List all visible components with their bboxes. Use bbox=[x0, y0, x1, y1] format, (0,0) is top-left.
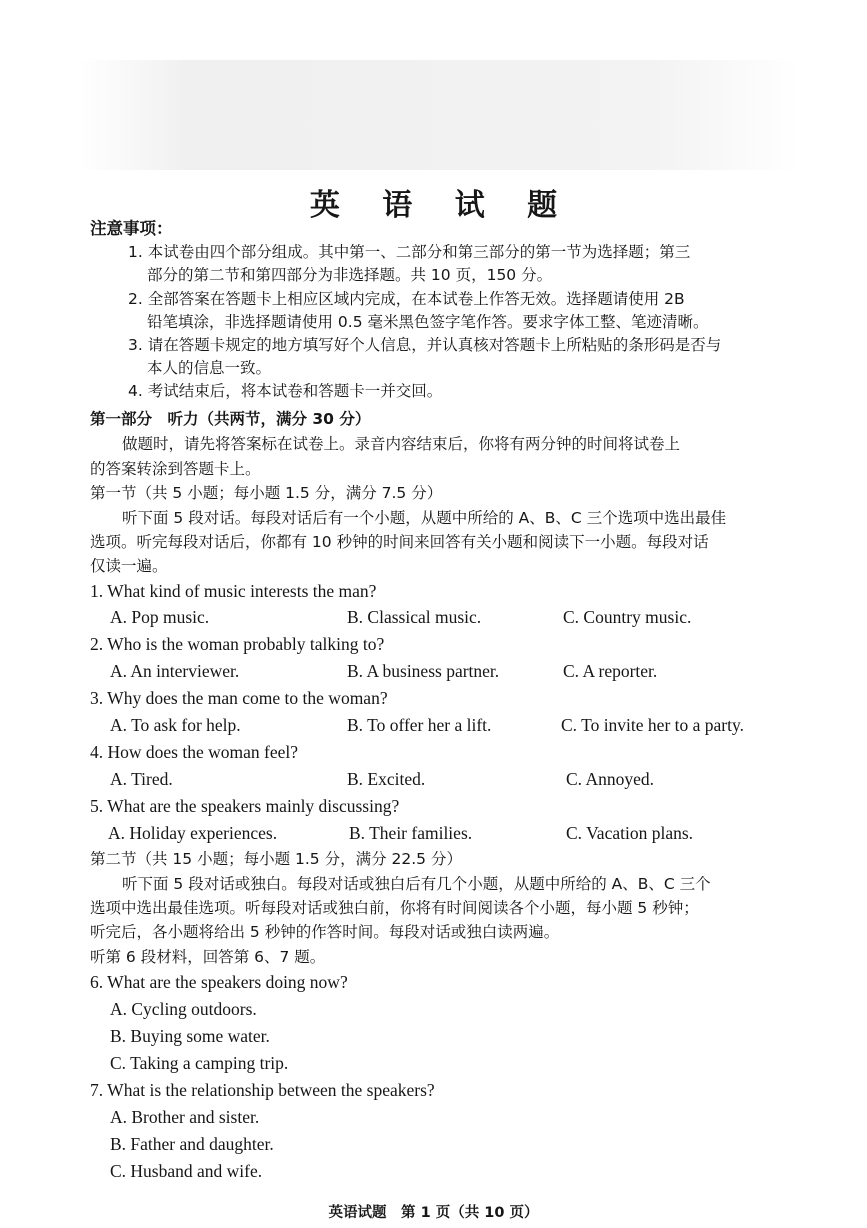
option-b: B. A business partner. bbox=[347, 661, 500, 681]
option-b: B. Father and daughter. bbox=[110, 1134, 274, 1154]
option-c: C. To invite her to a party. bbox=[561, 715, 744, 735]
section1-heading: 第一节（共 5 小题；每小题 1.5 分，满分 7.5 分） bbox=[90, 484, 443, 502]
notice-item: 4. 考试结束后，将本试卷和答题卡一并交回。 bbox=[128, 382, 443, 400]
option-a: A. Tired. bbox=[110, 769, 173, 789]
option-a: A. To ask for help. bbox=[110, 715, 241, 735]
section1-intro: 仅读一遍。 bbox=[90, 557, 168, 575]
section2-intro: 听完后，各小题将给出 5 秒钟的作答时间。每段对话或独白读两遍。 bbox=[90, 923, 560, 941]
option-c: C. Country music. bbox=[563, 607, 692, 627]
notice-item: 3. 请在答题卡规定的地方填写好个人信息，并认真核对答题卡上所粘贴的条形码是否与 bbox=[128, 336, 722, 354]
part1-heading: 第一部分 听力（共两节，满分 30 分） bbox=[90, 410, 371, 428]
option-a: A. An interviewer. bbox=[110, 661, 240, 681]
option-c: C. A reporter. bbox=[563, 661, 658, 681]
option-b: B. Classical music. bbox=[347, 607, 482, 627]
option-c: C. Taking a camping trip. bbox=[110, 1053, 289, 1073]
notice-heading: 注意事项： bbox=[90, 219, 173, 238]
option-c: C. Vacation plans. bbox=[566, 823, 694, 843]
option-a: A. Pop music. bbox=[110, 607, 210, 627]
question-5: 5. What are the speakers mainly discussing? bbox=[90, 796, 400, 816]
section1-intro: 选项。听完每段对话后，你都有 10 秒钟的时间来回答有关小题和阅读下一小题。每段对话 bbox=[90, 533, 709, 551]
section2-intro: 听下面 5 段对话或独白。每段对话或独白后有几个小题，从题中所给的 A、B、C 三个 bbox=[122, 875, 711, 893]
option-a: A. Cycling outdoors. bbox=[110, 999, 257, 1019]
notice-item: 部分的第二节和第四部分为非选择题。共 10 页，150 分。 bbox=[147, 266, 553, 284]
notice-item: 2. 全部答案在答题卡上相应区域内完成，在本试卷上作答无效。选择题请使用 2B bbox=[128, 290, 685, 308]
option-a: A. Brother and sister. bbox=[110, 1107, 260, 1127]
section2-intro: 选项中选出最佳选项。听每段对话或独白前，你将有时间阅读各个小题，每小题 5 秒钟； bbox=[90, 899, 699, 917]
part1-intro: 的答案转涂到答题卡上。 bbox=[90, 460, 261, 478]
scan-smudge bbox=[80, 60, 800, 170]
question-1: 1. What kind of music interests the man? bbox=[90, 581, 377, 601]
notice-item: 本人的信息一致。 bbox=[147, 359, 272, 377]
question-6: 6. What are the speakers doing now? bbox=[90, 972, 348, 992]
option-b: B. Excited. bbox=[347, 769, 426, 789]
material-note: 听第 6 段材料，回答第 6、7 题。 bbox=[90, 948, 326, 966]
question-3: 3. Why does the man come to the woman? bbox=[90, 688, 388, 708]
page-title: 英 语 试 题 bbox=[309, 188, 574, 223]
section1-intro: 听下面 5 段对话。每段对话后有一个小题，从题中所给的 A、B、C 三个选项中选出最佳 bbox=[122, 509, 727, 527]
option-b: B. Their families. bbox=[349, 823, 473, 843]
question-7: 7. What is the relationship between the speakers? bbox=[90, 1080, 435, 1100]
notice-item: 1. 本试卷由四个部分组成。其中第一、二部分和第三部分的第一节为选择题；第三 bbox=[128, 243, 691, 261]
part1-intro: 做题时，请先将答案标在试卷上。录音内容结束后，你将有两分钟的时间将试卷上 bbox=[122, 435, 681, 453]
option-c: C. Husband and wife. bbox=[110, 1161, 263, 1181]
option-b: B. To offer her a lift. bbox=[347, 715, 492, 735]
notice-item: 铅笔填涂，非选择题请使用 0.5 毫米黑色签字笔作答。要求字体工整、笔迹清晰。 bbox=[147, 313, 709, 331]
option-c: C. Annoyed. bbox=[566, 769, 654, 789]
page-footer: 英语试题 第 1 页（共 10 页） bbox=[328, 1205, 539, 1221]
option-a: A. Holiday experiences. bbox=[108, 823, 278, 843]
section2-heading: 第二节（共 15 小题；每小题 1.5 分，满分 22.5 分） bbox=[90, 850, 462, 868]
question-2: 2. Who is the woman probably talking to? bbox=[90, 634, 385, 654]
question-4: 4. How does the woman feel? bbox=[90, 742, 298, 762]
option-b: B. Buying some water. bbox=[110, 1026, 270, 1046]
